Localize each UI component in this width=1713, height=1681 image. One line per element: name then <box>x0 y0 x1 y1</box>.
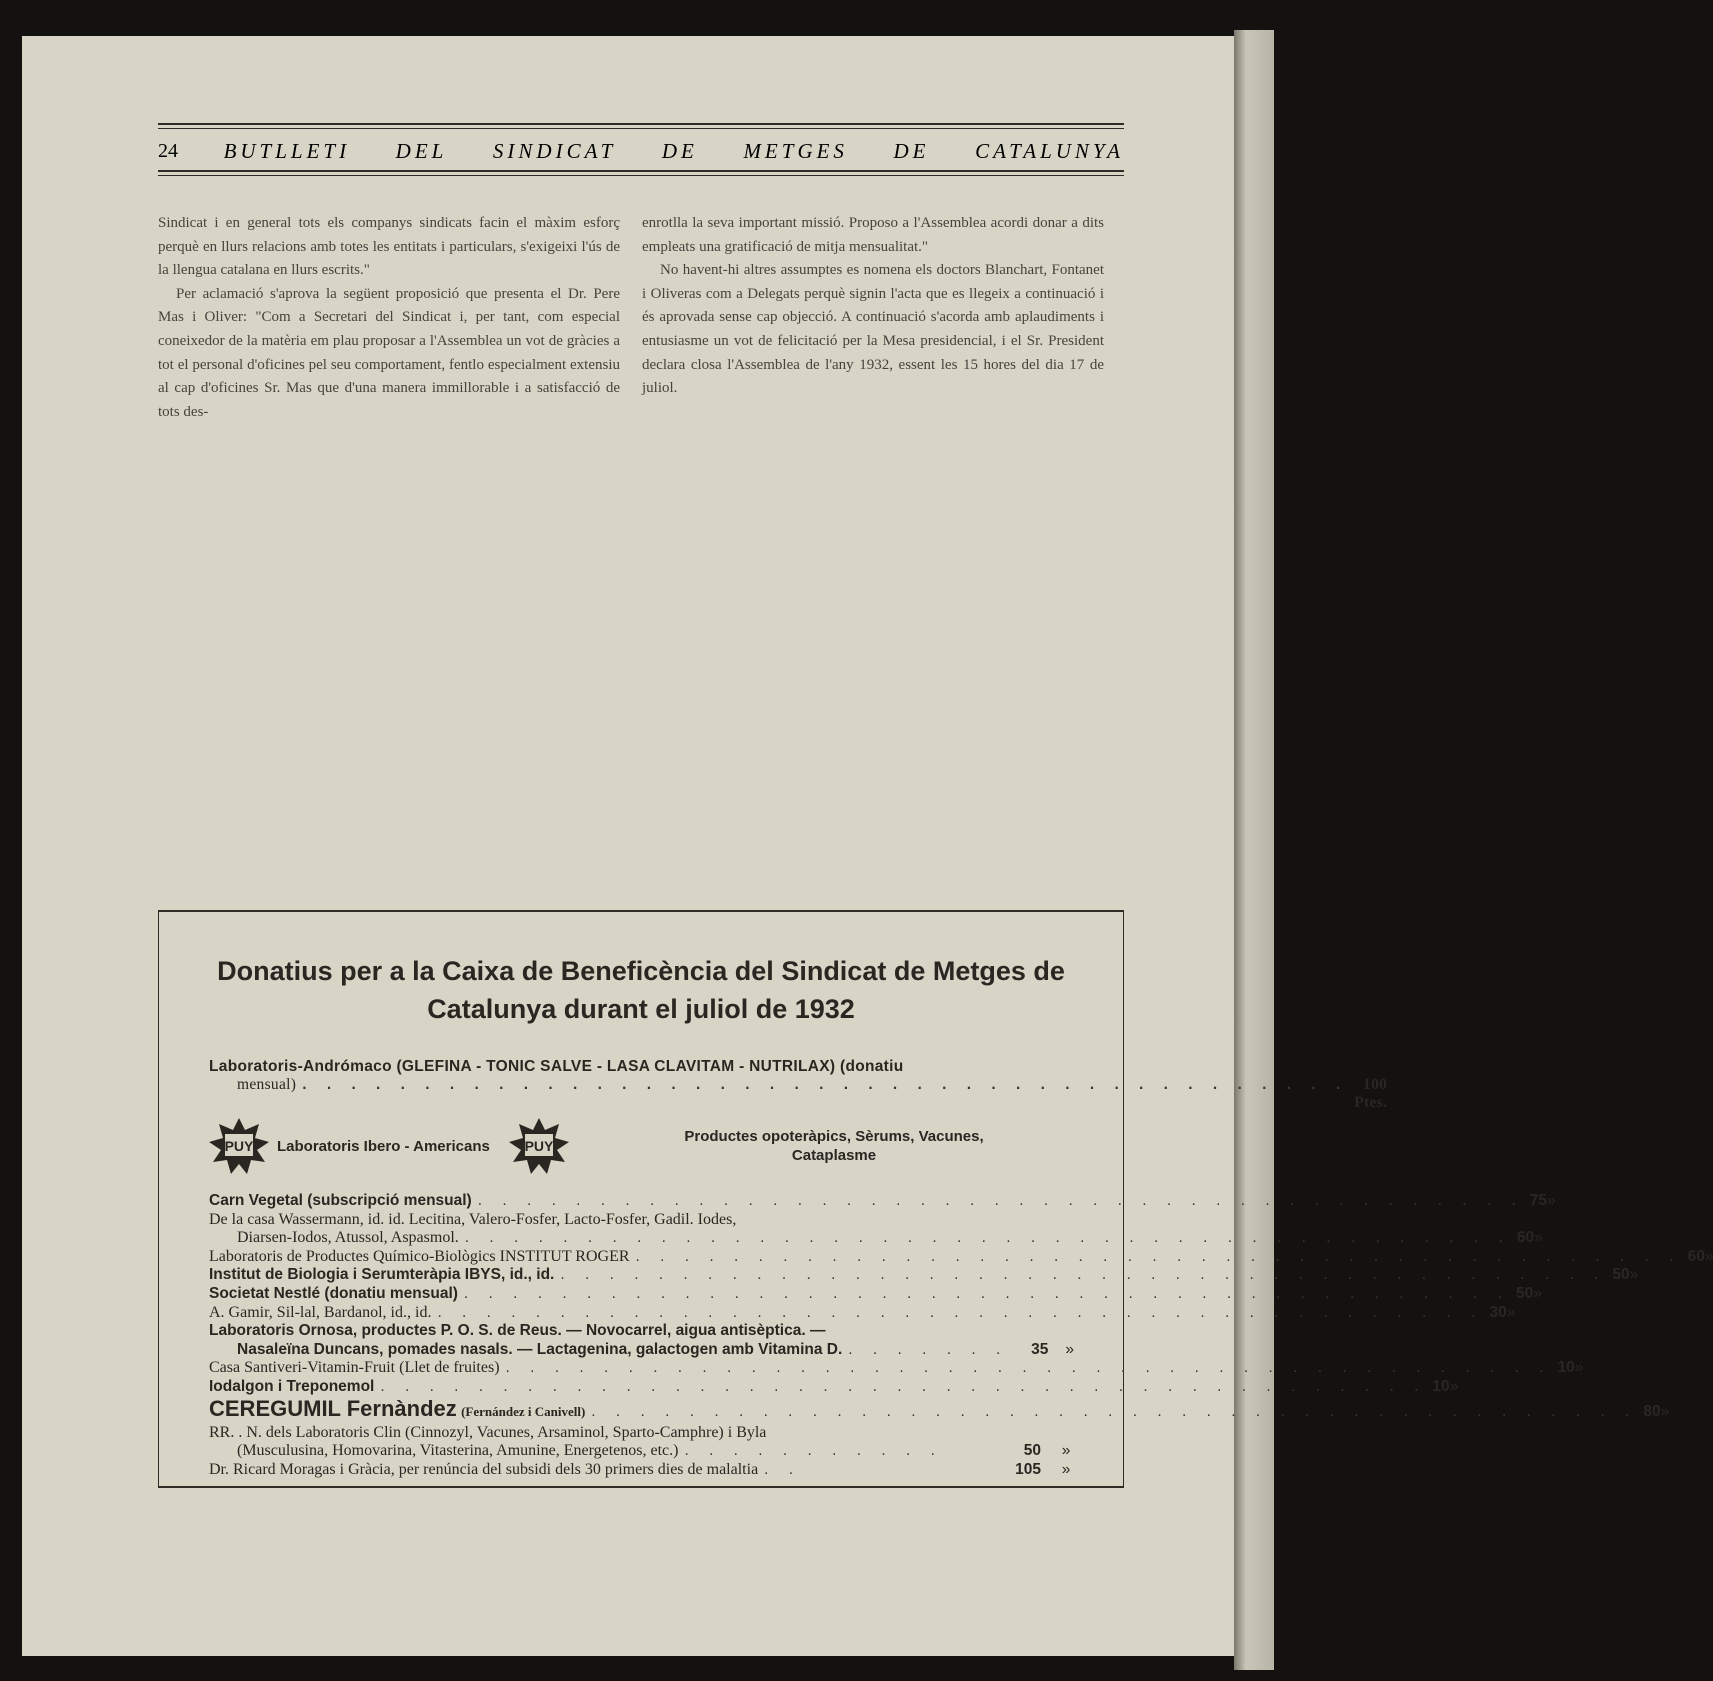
amount: 105 <box>1015 1460 1041 1478</box>
amount: 50 <box>1515 1284 1534 1302</box>
leader-dots: . . . . . . . . . . . . . . . . . . . . . . . . . . . . . . . . . . . . . . . . . . . <box>463 1284 1510 1302</box>
page-edge <box>1234 30 1274 1670</box>
puy-right-label-line: Cataplasme <box>791 1147 877 1164</box>
entry-text: Carn Vegetal (subscripció mensual) <box>209 1192 472 1209</box>
ceregumil-subtitle: (Fernández i Canivell) <box>461 1403 586 1419</box>
paragraph: Per aclamació s'aprova la següent proposició que presenta el Dr. Pere Mas i Oliver: "Com a Secretari del Sindicat i, per tant, com especial coneixedor de la matèria em plau proposar a l'Assemblea un vot de gràcies a tot el personal d'oficines pel seu comportament, fentlo especialment extensiu al cap d'oficines Sr. Mas que d'una manera immillorable i a satisfacció de tots des- <box>158 285 620 420</box>
paragraph: No havent-hi altres assumptes es nomena els doctors Blanchart, Fontanet i Oliveras com a Delegats perquè signin l'acta que es llegeix a continuació i és aprovada sense cap objecció. A continuació s'acorda amb aplaudiments i entusiasme un vot de felicitació per la Mesa presidencial, i el Sr. President declara closa l'Assemblea de l'any 1932, essent les 15 hores del dia 17 de juliol. <box>642 262 1104 397</box>
donation-entry <box>209 1395 1670 1424</box>
donation-entry <box>209 1210 1543 1248</box>
entry-text: Laboratoris de Productes Químico-Biològics INSTITUT ROGER <box>209 1247 630 1265</box>
header-word: METGES <box>743 138 848 163</box>
leader-dots: . . . . . . . . . . . . . . . . . . . . . . . . . . . . . . . . . . . . . . . . . . . <box>464 1229 1511 1247</box>
donation-entry <box>209 1266 1639 1285</box>
unit: » <box>1061 1460 1071 1478</box>
header-rule-top-thin <box>158 128 1124 129</box>
puy-advert <box>209 1118 1091 1174</box>
page-number: 24 <box>158 139 178 162</box>
leader-dots: . . <box>764 1460 802 1478</box>
leader-dots: . . . . . . . . . . . . . . . . . . . . . . . . . . . . . . . . . . . . . . . . . . . <box>635 1247 1682 1265</box>
entry-text: A. Gamir, Sil-lal, Bardanol, id., id. <box>209 1303 432 1321</box>
entry-text: Nasaleïna Duncans, pomades nasals. — Lactagenina, galactogen amb Vitamina D. <box>237 1340 843 1358</box>
amount: 100 Ptes. <box>1354 1076 1388 1111</box>
leader-dots: . . . . . . . . . . . . . . . . . . . . . . . . . . . . . . . . . . . . . . . . . . . <box>477 1192 1524 1209</box>
leader-dots: . . . . . . . . . . . . . . . . . . . . . . . . . . . . . . . . . . . . . . . . . . . <box>505 1359 1552 1377</box>
entry-text: De la casa Wassermann, id. id. Lecitina, Valero-Fosfer, Lacto-Fosfer, Gadil. Iodes, <box>209 1210 737 1228</box>
ceregumil-brand: CEREGUMIL Fernàndez <box>209 1395 457 1421</box>
amount: 50 <box>1023 1442 1041 1460</box>
unit: » <box>1704 1247 1713 1265</box>
entry-text: Laboratoris Ornosa, productes P. O. S. de Reus. — Novocarrel, aigua antisèptica. — <box>209 1322 826 1340</box>
donation-entry-andromaco <box>209 1058 1388 1112</box>
header-word: BUTLLETI <box>223 138 351 163</box>
leader-dots: . . . . . . . <box>848 1340 1009 1358</box>
unit: » <box>1534 1229 1543 1247</box>
puy-logo-icon <box>509 1118 569 1174</box>
donation-entry <box>209 1284 1542 1304</box>
text-column-right <box>642 212 1104 401</box>
unit: » <box>1506 1303 1516 1321</box>
header-word: DE <box>661 138 698 163</box>
donation-entry <box>209 1424 1091 1461</box>
amount: 30 <box>1489 1303 1507 1321</box>
entry-text: (Musculusina, Homovarina, Vitasterina, Amunine, Energetenos, etc.) <box>237 1442 679 1460</box>
entry-text: Institut de Biologia i Serumteràpia IBYS, id., id. <box>209 1266 555 1284</box>
entry-text: Diarsen-Iodos, Atussol, Aspasmol. <box>237 1229 459 1247</box>
amount: 10 <box>1432 1377 1450 1395</box>
header-word: DEL <box>395 138 448 163</box>
unit: » <box>1629 1266 1639 1284</box>
amount: 60 <box>1687 1247 1705 1265</box>
leader-dots: . . . . . . . . . . . . . . . . . . . . . . . . . . . . . . . . . . . . . . . . . . . <box>560 1266 1607 1284</box>
unit: » <box>1061 1442 1071 1460</box>
entry-text: Iodalgon i Treponemol <box>209 1377 375 1395</box>
unit: » <box>1660 1402 1670 1420</box>
paragraph: Sindicat i en general tots els companys sindicats facin el màxim esforç perquè en llurs relacions amb totes les entitats i particulars, s'exigeixi l'ús de la llengua catalana en llurs escrits." <box>158 215 620 279</box>
leader-dots: . . . . . . . . . . . . . . . . . . . . . . . . . . . . . . . . . . . . . . . . . . . <box>380 1377 1427 1395</box>
leader-dots: . . . . . . . . . . . . . . . . . . . . . . . . . . . . . . . . . . . . . . . . . . . <box>437 1303 1484 1321</box>
header-rule-bottom <box>158 170 1124 172</box>
unit: » <box>1574 1359 1584 1377</box>
entry-line: Laboratoris-Andrómaco (GLEFINA - TONIC SALVE - LASA CLAVITAM - NUTRILAX) (donatiu <box>209 1058 904 1075</box>
donations-title: Donatius per a la Caixa de Beneficència del Sindicat de Metges de Catalunya durant el juliol de 1932 <box>217 956 1065 1024</box>
puy-logo-text: PUY <box>224 1138 254 1154</box>
amount: 80 <box>1643 1402 1661 1420</box>
text-column-left <box>158 212 620 424</box>
leader-dots: . . . . . . . . . . . . . . . . . . . . . . . . . . . . . . . . . . . . . . . . . . . <box>591 1402 1638 1420</box>
entry-text: Societat Nestlé (donatiu mensual) <box>209 1284 458 1302</box>
donation-list <box>209 1192 1713 1479</box>
donation-entry <box>209 1322 1091 1359</box>
unit: » <box>1065 1340 1074 1358</box>
puy-right-label <box>577 1127 1091 1165</box>
amount: 35 <box>1031 1340 1049 1358</box>
header-rule-top <box>158 123 1124 125</box>
donation-entry <box>209 1247 1713 1267</box>
leader-dots: . . . . . . . . . . . <box>684 1442 943 1460</box>
donations-box <box>158 910 1713 1488</box>
leader-dots: . . . . . . . . . . . . . . . . . . . . . . . . . . . . . . . . . . . . . . . . . . . <box>302 1076 1349 1093</box>
entry-text: RR. . N. dels Laboratoris Clin (Cinnozyl, Vacunes, Arsaminol, Sparto-Camphre) i Byla <box>209 1423 767 1441</box>
unit: » <box>1547 1192 1556 1209</box>
running-header <box>158 136 1124 166</box>
donation-entry <box>209 1377 1459 1397</box>
puy-left-label: Laboratoris Ibero - Americans <box>277 1137 490 1155</box>
puy-right-label-line: Productes opoteràpics, Sèrums, Vacunes, <box>684 1128 984 1145</box>
paragraph: enrotlla la seva important missió. Proposo a l'Assemblea acordi donar a dits empleats una gratificació de mitja mensualitat." <box>642 215 1104 255</box>
unit: » <box>1533 1284 1542 1302</box>
donation-entry <box>209 1192 1556 1211</box>
puy-logo-icon <box>209 1118 269 1174</box>
amount: 10 <box>1557 1359 1575 1377</box>
entry-text: Dr. Ricard Moragas i Gràcia, per renúncia del subsidi dels 30 primers dies de malaltia <box>209 1460 759 1478</box>
entry-text: Casa Santiveri-Vitamin-Fruit (Llet de fruites) <box>209 1359 500 1377</box>
donation-entry <box>209 1359 1584 1378</box>
unit: » <box>1449 1377 1459 1395</box>
header-rule-bottom-thin <box>158 175 1124 176</box>
entry-line: mensual) <box>237 1076 297 1093</box>
header-word: DE <box>893 138 930 163</box>
amount: 60 <box>1516 1229 1535 1247</box>
amount: 75 <box>1529 1192 1548 1209</box>
header-word: SINDICAT <box>492 138 617 163</box>
donation-entry <box>209 1303 1516 1323</box>
donation-entry <box>209 1461 1091 1480</box>
entry-text <box>209 1397 585 1424</box>
header-word: CATALUNYA <box>975 138 1124 163</box>
puy-logo-text: PUY <box>524 1138 554 1154</box>
amount: 50 <box>1612 1266 1630 1284</box>
